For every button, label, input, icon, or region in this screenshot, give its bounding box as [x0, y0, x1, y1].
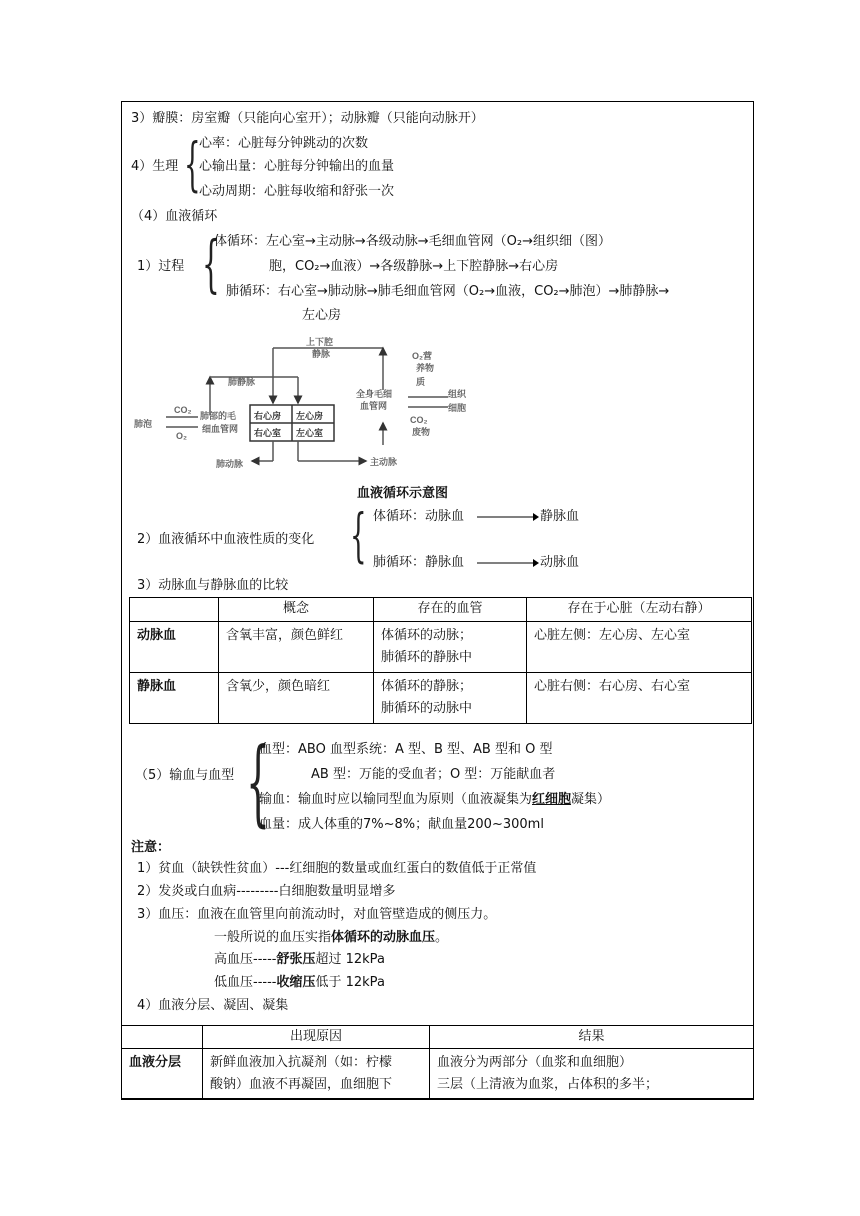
table2-header-result: 结果 [430, 1026, 754, 1049]
svg-text:质: 质 [416, 377, 426, 387]
row-label-arterial: 动脉血 [130, 622, 219, 673]
svg-text:O₂: O₂ [176, 431, 187, 441]
cell-concept: 含氧丰富，颜色鲜红 [219, 622, 374, 673]
diagram-label-lung-capillary: 肺部的毛 [200, 411, 237, 421]
transfusion-brace: { [246, 728, 270, 837]
cell-concept: 含氧少，颜色暗红 [219, 673, 374, 724]
note-high-bp: 高血压-----舒张压超过 12kPa [214, 952, 385, 967]
diagram-label-pulmonary-vein: 肺静脉 [228, 377, 256, 387]
cell-result: 血液分为两部分（血浆和血细胞） 三层（上清液为血浆，占体积的多半； [430, 1049, 754, 1100]
transfusion-heading: （5）输血与血型 [135, 768, 235, 783]
note-layering: 4）血液分层、凝固、凝集 [137, 998, 289, 1013]
diagram-label-vena: 上下腔 [306, 337, 334, 347]
systemic-line-2: 胞，CO₂→血液）→各级静脉→上下腔静脉→右心房 [269, 259, 559, 274]
diagram-label-body-capillary: 全身毛细 [356, 389, 393, 399]
row-label-layering: 血液分层 [122, 1049, 203, 1100]
diagram-label-alveoli: 肺泡 [134, 419, 153, 429]
diagram-label-aorta: 主动脉 [370, 457, 398, 467]
circulation-diagram [130, 335, 480, 475]
physiology-heading: 4）生理 [131, 159, 179, 174]
svg-text:左心室: 左心室 [296, 428, 324, 438]
pulmonary-change-label: 肺循环：静脉血 [373, 555, 465, 570]
universal-line: AB 型：万能的受血者；O 型：万能献血者 [311, 767, 556, 782]
notes-heading: 注意： [131, 840, 171, 855]
blood-volume-line: 血量：成人体重的7%~8%；献血量200~300ml [259, 817, 544, 832]
diagram-caption: 血液循环示意图 [357, 486, 449, 501]
table1-header-empty [130, 598, 219, 622]
systemic-change-arrow [477, 511, 539, 523]
svg-text:废物: 废物 [412, 427, 431, 437]
diagram-label-nutrients: O₂营 [412, 351, 432, 361]
svg-text:细胞: 细胞 [448, 403, 467, 413]
cell-heart: 心脏左侧：左心房、左心室 [527, 622, 752, 673]
blood-layer-table [121, 1025, 754, 1100]
blood-compare-table [129, 597, 752, 724]
compare-heading: 3）动脉血与静脉血的比较 [137, 578, 289, 593]
row-label-venous: 静脉血 [130, 673, 219, 724]
svg-text:右心房: 右心房 [254, 411, 282, 421]
process-heading: 1）过程 [137, 259, 185, 274]
note-blood-pressure: 3）血压：血液在血管里向前流动时，对血管壁造成的侧压力。 [137, 907, 497, 922]
svg-text:右心室: 右心室 [254, 428, 282, 438]
diagram-label-waste: CO₂ [410, 415, 428, 425]
svg-text:静脉: 静脉 [312, 349, 331, 359]
svg-text:CO₂: CO₂ [174, 405, 192, 415]
svg-text:细血管网: 细血管网 [202, 424, 239, 434]
note-low-bp: 低血压-----收缩压低于 12kPa [214, 975, 385, 990]
cell-cause: 新鲜血液加入抗凝剂（如：柠檬 酸钠）血液不再凝固，血细胞下 [203, 1049, 430, 1100]
svg-text:养物: 养物 [416, 363, 435, 373]
note-anemia: 1）贫血（缺铁性贫血）---红细胞的数量或血红蛋白的数值低于正常值 [137, 861, 537, 876]
diagram-label-pulmonary-artery: 肺动脉 [216, 459, 244, 469]
change-heading: 2）血液循环中血液性质的变化 [137, 532, 315, 547]
table2-header-cause: 出现原因 [203, 1026, 430, 1049]
table1-header-heart: 存在于心脏（左动右静） [527, 598, 752, 622]
cell-heart: 心脏右侧：右心房、右心室 [527, 673, 752, 724]
systemic-change-label: 体循环：动脉血 [373, 509, 465, 524]
svg-text:血管网: 血管网 [360, 401, 388, 411]
cell-vessel: 体循环的动脉； 肺循环的静脉中 [374, 622, 527, 673]
pulmonary-line-1: 肺循环：右心室→肺动脉→肺毛细血管网（O₂→血液，CO₂→肺泡）→肺静脉→ [226, 284, 670, 299]
transfusion-line: 输血：输血时应以输同型血为原则（血液凝集为红细胞凝集） [259, 792, 611, 807]
process-brace: { [202, 227, 220, 300]
red-cell-term: 红细胞 [532, 792, 572, 807]
pulmonary-change-result: 动脉血 [540, 555, 580, 570]
table-row [122, 1049, 754, 1100]
change-brace: { [350, 501, 367, 569]
systemic-line-1: 体循环：左心室→主动脉→各级动脉→毛细血管网（O₂→组织细（图） [214, 234, 612, 249]
systemic-change-result: 静脉血 [540, 509, 580, 524]
physiology-brace: { [184, 130, 201, 198]
circulation-heading: （4）血液循环 [131, 209, 218, 224]
note-leukemia: 2）发炎或白血病---------白细胞数量明显增多 [137, 884, 396, 899]
valves-line: 3）瓣膜：房室瓣（只能向心室开）；动脉瓣（只能向动脉开） [131, 111, 484, 126]
cardiac-output-line: 心输出量：心脏每分钟输出的血量 [199, 159, 395, 174]
table1-header-concept: 概念 [219, 598, 374, 622]
heart-rate-line: 心率：心脏每分钟跳动的次数 [199, 136, 369, 151]
pulmonary-line-2: 左心房 [302, 308, 342, 323]
table2-header-empty [122, 1026, 203, 1049]
svg-text:左心房: 左心房 [296, 411, 324, 421]
blood-type-line: 血型：ABO 血型系统：A 型、B 型、AB 型和 O 型 [259, 742, 553, 757]
note-bp-definition: 一般所说的血压实指体循环的动脉血压。 [214, 930, 449, 945]
cell-vessel: 体循环的静脉； 肺循环的动脉中 [374, 673, 527, 724]
cardiac-cycle-line: 心动周期：心脏每收缩和舒张一次 [199, 184, 395, 199]
pulmonary-change-arrow [477, 557, 539, 569]
table1-header-vessel: 存在的血管 [374, 598, 527, 622]
table-row [130, 673, 752, 724]
diagram-label-tissue: 组织 [448, 389, 467, 399]
table-row [130, 622, 752, 673]
